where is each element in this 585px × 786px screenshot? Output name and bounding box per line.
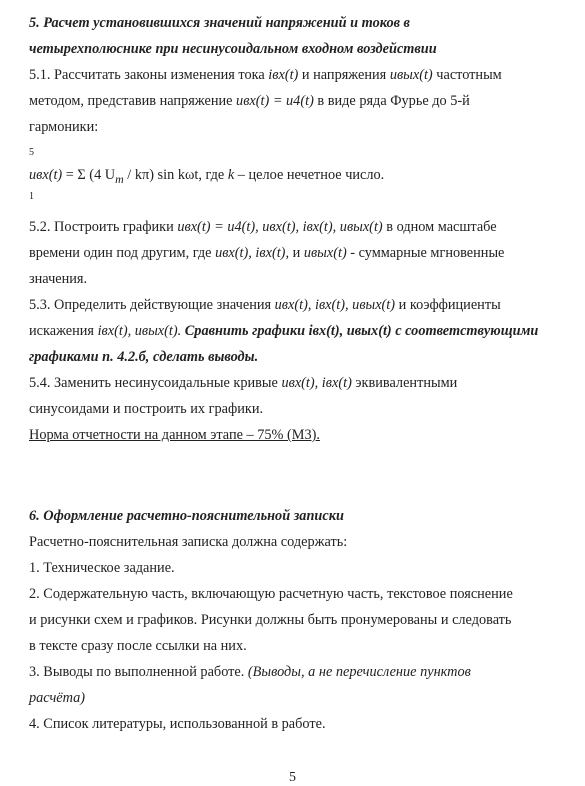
sum-lower-limit: 1 — [29, 191, 34, 202]
var: uвх(t), iвх(t) — [281, 375, 352, 391]
p51-line-3: гармоники: — [29, 119, 99, 135]
p52-line-3: значения. — [29, 271, 88, 287]
fourier-formula — [29, 162, 559, 188]
p54-line-2: синусоидами и построить их графики. — [29, 401, 264, 417]
var: uвх(t) — [29, 167, 63, 183]
text: 3. Выводы по выполненной работе. — [29, 664, 248, 680]
var: uвых(t) — [303, 245, 347, 261]
var: k — [227, 167, 235, 183]
s6-item-3-line-1 — [29, 659, 559, 685]
document-page — [29, 10, 559, 737]
s6-intro: Расчетно-пояснительная записка должна содержать: — [29, 534, 348, 550]
text: частотным — [432, 67, 502, 83]
text: 5.3. Определить действующие значения — [29, 297, 275, 313]
p53-line-3: графиками п. 4.2.б, сделать выводы. — [29, 349, 259, 365]
text: / kπ) sin kωt, где — [123, 167, 228, 183]
page-number: 5 — [289, 770, 296, 785]
subscript: m — [115, 171, 124, 186]
var: iвх(t), uвых(t). — [97, 323, 182, 339]
p54-line-1 — [29, 370, 559, 396]
s6-item-1: 1. Техническое задание. — [29, 560, 175, 576]
section-6-title: 6. Оформление расчетно-пояснительной записки — [29, 508, 344, 524]
note: (Выводы, а не перечисление пунктов — [247, 664, 471, 680]
sum-upper-limit: 5 — [29, 147, 34, 158]
text: и напряжения — [298, 67, 390, 83]
emphasis: Сравнить графики iвх(t), uвых(t) с соответствующими — [181, 323, 539, 339]
s6-item-2-line-1: 2. Содержательную часть, включающую расчетную часть, текстовое пояснение — [29, 586, 513, 602]
text: 5.2. Построить графики — [29, 219, 178, 235]
text: – целое нечетное число. — [234, 167, 385, 183]
s6-item-2-line-3: в тексте сразу после ссылки на них. — [29, 638, 247, 654]
p51-line-1 — [29, 62, 559, 88]
s6-item-2-line-2: и рисунки схем и графиков. Рисунки должны быть пронумерованы и следовать — [29, 612, 512, 628]
var: iвх(t) — [268, 67, 299, 83]
p52-line-1 — [29, 214, 559, 240]
text: искажения — [29, 323, 98, 339]
var: uвх(t) = u4(t), uвх(t), iвх(t), uвых(t) — [177, 219, 383, 235]
s6-item-4: 4. Список литературы, использованной в работе. — [29, 716, 326, 732]
p52-line-2 — [29, 240, 559, 266]
var: uвх(t), iвх(t), uвых(t) — [274, 297, 396, 313]
var: uвх(t) = u4(t) — [236, 93, 314, 109]
p53-line-2 — [29, 318, 559, 344]
text: и коэффициенты — [395, 297, 501, 313]
text: времени один под другим, где — [29, 245, 216, 261]
var: uвых(t) — [389, 67, 433, 83]
text: = Σ (4 U — [62, 167, 116, 183]
text: - суммарные мгновенные — [346, 245, 505, 261]
text: в одном масштабе — [382, 219, 497, 235]
spacer — [29, 448, 559, 503]
text: и — [289, 245, 304, 261]
text: методом, представив напряжение — [29, 93, 237, 109]
p53-line-1 — [29, 292, 559, 318]
var: uвх(t), iвх(t), — [215, 245, 290, 261]
s6-item-3-line-2: расчёта) — [29, 690, 86, 706]
p51-line-2 — [29, 88, 559, 114]
reporting-norm: Норма отчетности на данном этапе – 75% (М3). — [29, 427, 320, 443]
text: в виде ряда Фурье до 5-й — [313, 93, 470, 109]
text: эквивалентными — [351, 375, 458, 391]
section-5-title-line-2: четырехполюснике при несинусоидальном входном воздействии — [29, 41, 437, 57]
section-5-title-line-1: 5. Расчет установившихся значений напряжений и токов в — [29, 15, 410, 31]
text: 5.4. Заменить несинусоидальные кривые — [29, 375, 282, 391]
text: 5.1. Рассчитать законы изменения тока — [29, 67, 269, 83]
